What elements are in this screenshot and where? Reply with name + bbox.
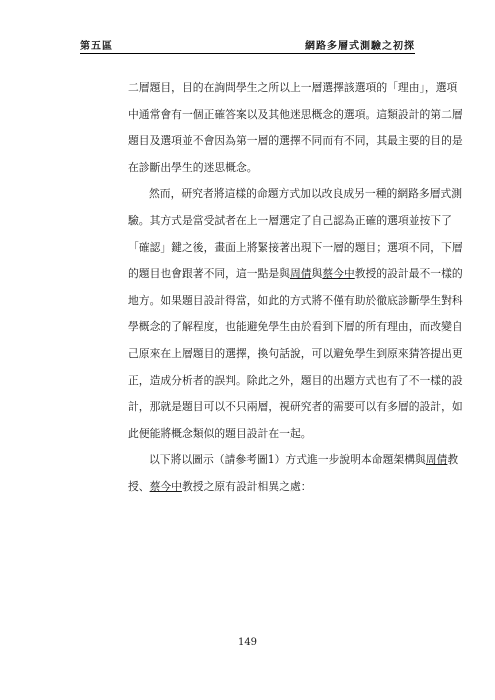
- text-line: [128, 181, 463, 208]
- text-segment: 授、: [128, 479, 150, 493]
- text-line: [128, 75, 458, 102]
- text-segment: 計，那就是題目可以不只兩層，視研究者的需要可以有多層的設計，如: [128, 400, 463, 414]
- text-line: [128, 128, 463, 155]
- text-line: [128, 235, 463, 262]
- text-segment: 中通常會有一個正確答案以及其他迷思概念的選項。這類設計的第二層: [128, 107, 463, 121]
- text-segment: 在診斷出學生的迷思概念。: [128, 160, 258, 174]
- text-line: [128, 288, 463, 315]
- text-line: [128, 341, 463, 368]
- underlined-name: 周倩: [425, 453, 448, 467]
- body-text: [128, 75, 463, 501]
- text-segment: 驗。其方式是當受試者在上一層選定了自己認為正確的選項並按下了: [128, 213, 452, 227]
- page-header: [80, 37, 415, 59]
- text-segment: 然而，研究者將這樣的命題方式加以改良成另一種的網路多層式測: [149, 187, 463, 201]
- text-line: [128, 155, 440, 182]
- page-number: 149: [237, 637, 258, 648]
- header-rule: [80, 53, 415, 54]
- text-segment: 教: [447, 453, 459, 467]
- paragraph: [128, 181, 463, 447]
- text-line: [128, 208, 452, 235]
- text-segment: 正，造成分析者的誤判。除此之外，題目的出題方式也有了不一樣的設: [128, 373, 463, 387]
- text-segment: 的題目也會跟著不同，這一點是與: [128, 267, 290, 281]
- text-line: [128, 421, 440, 448]
- text-segment: 教授之原有設計相異之處：: [181, 479, 312, 493]
- text-segment: 教授的設計最不一樣的: [354, 267, 463, 281]
- underlined-name: 周倩: [289, 267, 312, 281]
- text-line: [128, 394, 463, 421]
- text-segment: 地方。如果題目設計得當，如此的方式將不僅有助於徹底診斷學生對科: [128, 293, 463, 307]
- underlined-name: 蔡今中: [149, 479, 182, 493]
- text-segment: 學概念的了解程度，也能避免學生由於看到下層的所有理由，而改變自: [128, 320, 463, 334]
- text-segment: 二層題目，目的在詢問學生之所以上一層選擇該選項的「理由」，選項: [128, 81, 458, 94]
- text-segment: 「確認」鍵之後，畫面上將緊接著出現下一層的題目；選項不同，下層: [128, 240, 463, 254]
- paragraph: [128, 75, 463, 181]
- text-line: [128, 314, 463, 341]
- running-title: 網路多層式測驗之初探: [305, 41, 415, 52]
- underlined-name: 蔡今中: [322, 267, 355, 281]
- text-line: [128, 447, 459, 474]
- text-line: [128, 261, 463, 288]
- chapter-label: 第五區: [80, 41, 113, 52]
- paragraph: [128, 447, 459, 500]
- text-segment: 以下將以圖示（請參考圖1）方式進一步說明本命題架構與: [149, 453, 426, 467]
- text-segment: 題目及選項並不會因為第一層的選擇不同而有不同，其最主要的目的是: [128, 134, 463, 148]
- text-line: [128, 102, 463, 129]
- text-line: [128, 368, 463, 395]
- text-segment: 己原來在上層題目的選擇，換句話說，可以避免學生到原來猜答提出更: [128, 346, 463, 360]
- text-segment: 此便能將概念類似的題目設計在一起。: [128, 426, 312, 440]
- text-line: [128, 474, 440, 501]
- text-segment: 與: [311, 267, 323, 281]
